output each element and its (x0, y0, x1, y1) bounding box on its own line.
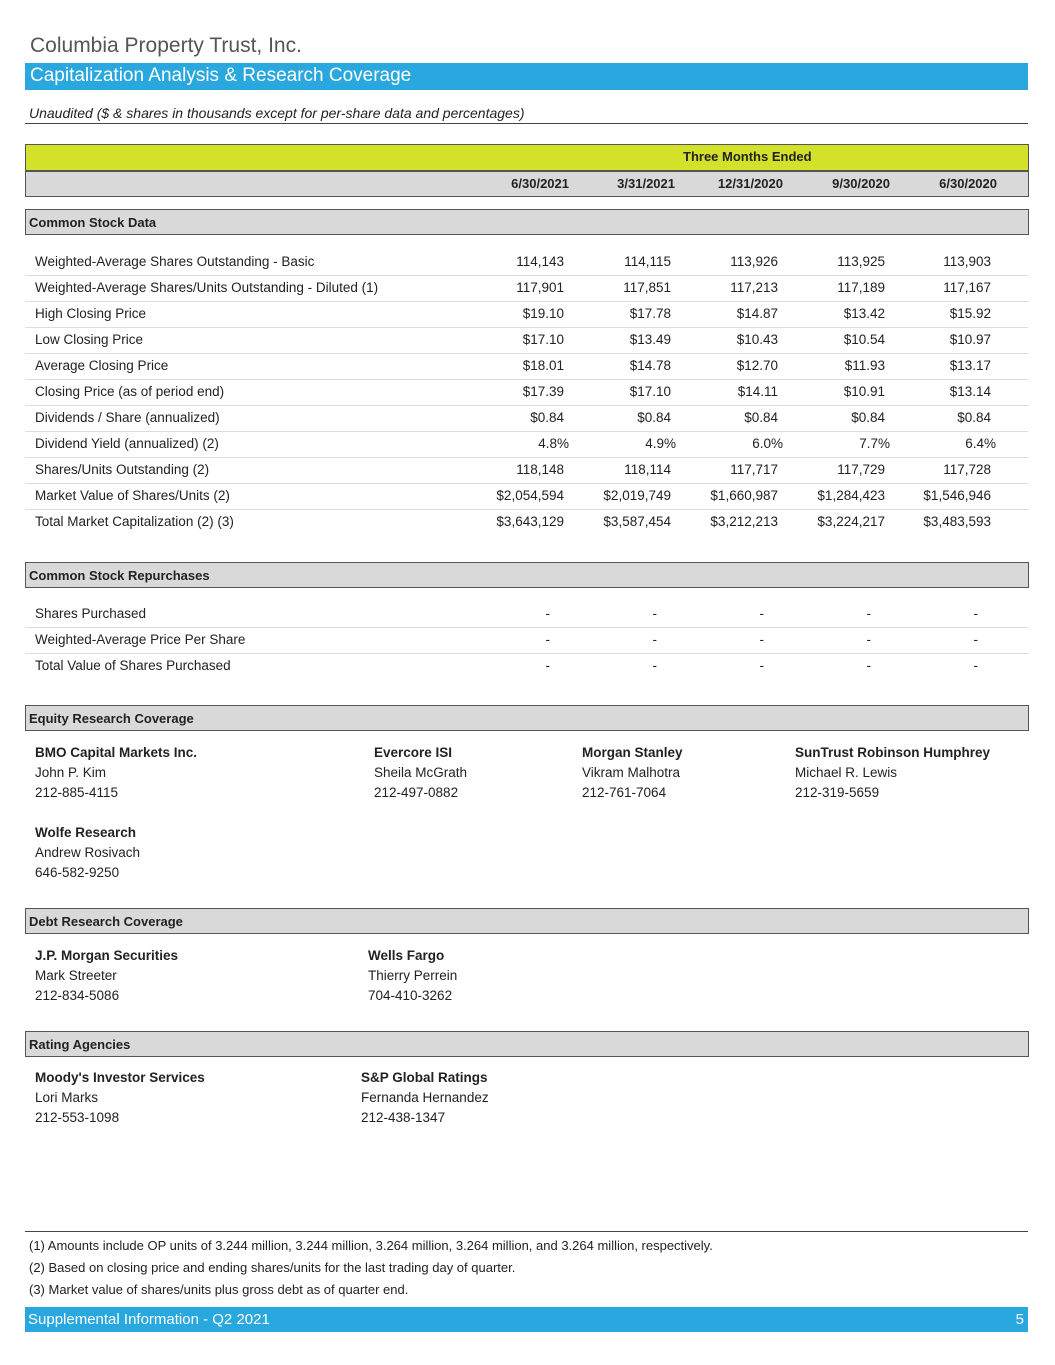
contact-name: Lori Marks (35, 1090, 99, 1105)
row-value: - (545, 632, 550, 647)
row-value: $10.43 (736, 332, 778, 347)
row-value: - (866, 632, 871, 647)
section-title: Common Stock Repurchases (29, 568, 210, 583)
footnote: (1) Amounts include OP units of 3.244 million, 3.244 million, 3.264 million, 3.264 million, and 3.264 million, respectively. (29, 1238, 713, 1253)
row-value: 6.0% (752, 436, 783, 451)
contact-phone: 646-582-9250 (35, 865, 120, 880)
row-value: $3,224,217 (817, 514, 885, 529)
period-band (25, 144, 1029, 171)
contact-name: Sheila McGrath (374, 765, 468, 780)
section-title: Equity Research Coverage (29, 711, 194, 726)
row-value: $0.84 (957, 410, 991, 425)
contact-name: Fernanda Hernandez (361, 1090, 489, 1105)
contact-card (35, 1068, 205, 1128)
table-row (25, 405, 1028, 432)
footnote: (3) Market value of shares/units plus gross debt as of quarter end. (29, 1282, 409, 1297)
page-number: 5 (1015, 1311, 1024, 1328)
table-row (25, 327, 1028, 354)
row-value: $1,546,946 (923, 488, 991, 503)
row-label: High Closing Price (35, 306, 147, 321)
contact-card (35, 823, 140, 883)
contact-firm: Morgan Stanley (582, 745, 683, 760)
row-label: Shares/Units Outstanding (2) (35, 462, 210, 477)
row-value: 117,717 (730, 462, 778, 477)
section-header-repurchases (25, 562, 1029, 588)
row-label: Closing Price (as of period end) (35, 384, 225, 399)
row-label: Weighted-Average Price Per Share (35, 632, 246, 647)
contact-phone: 212-319-5659 (795, 785, 880, 800)
contact-name: Vikram Malhotra (582, 765, 681, 780)
footnote: (2) Based on closing price and ending shares/units for the last trading day of quarter. (29, 1260, 516, 1275)
row-value: 117,167 (943, 280, 991, 295)
row-value: $19.10 (522, 306, 564, 321)
row-value: $1,660,987 (710, 488, 778, 503)
row-value: $10.91 (843, 384, 885, 399)
row-value: - (973, 606, 978, 621)
page-subtitle: Unaudited ($ & shares in thousands except for per-share data and percentages) (29, 105, 525, 121)
table-row (25, 653, 1028, 679)
period-date: 12/31/2020 (717, 176, 783, 191)
row-value: $13.14 (949, 384, 991, 399)
row-value: 117,851 (623, 280, 671, 295)
row-value: $17.10 (522, 332, 564, 347)
row-value: $10.97 (949, 332, 991, 347)
contact-card (361, 1068, 489, 1128)
row-label: Weighted-Average Shares/Units Outstanding - Diluted (1) (35, 280, 379, 295)
period-date: 9/30/2020 (832, 176, 890, 191)
row-value: $0.84 (530, 410, 564, 425)
row-value: 113,926 (730, 254, 778, 269)
page-title: Capitalization Analysis & Research Coverage (30, 65, 412, 86)
period-date: 6/30/2021 (511, 176, 569, 191)
contact-firm: S&P Global Ratings (361, 1070, 488, 1085)
row-value: 117,729 (837, 462, 885, 477)
row-value: 117,213 (730, 280, 778, 295)
section-title: Debt Research Coverage (29, 914, 183, 929)
table-row (25, 379, 1028, 406)
contact-name: Mark Streeter (35, 968, 117, 983)
row-value: $11.93 (844, 358, 885, 373)
table-row (25, 431, 1028, 458)
row-value: $3,212,213 (710, 514, 778, 529)
row-value: $13.17 (949, 358, 991, 373)
contact-card (368, 946, 457, 1006)
subtitle-divider (25, 123, 1028, 124)
row-value: 118,114 (624, 462, 671, 477)
row-value: $18.01 (522, 358, 564, 373)
contact-card (795, 743, 990, 803)
row-value: $17.39 (522, 384, 564, 399)
row-value: 114,143 (516, 254, 564, 269)
row-value: - (866, 658, 871, 673)
table-row (25, 509, 1028, 535)
period-date: 6/30/2020 (939, 176, 997, 191)
row-value: $0.84 (637, 410, 671, 425)
contact-name: Thierry Perrein (368, 968, 458, 983)
contact-phone: 212-553-1098 (35, 1110, 120, 1125)
row-value: $3,643,129 (496, 514, 564, 529)
section-header-common-stock (25, 209, 1029, 235)
row-value: - (652, 606, 657, 621)
row-label: Low Closing Price (35, 332, 144, 347)
row-value: 117,901 (516, 280, 564, 295)
contact-firm: J.P. Morgan Securities (35, 948, 179, 963)
section-header-rating-agencies (25, 1031, 1029, 1057)
row-value: $2,054,594 (496, 488, 564, 503)
table-row (25, 601, 1028, 628)
row-value: $14.87 (736, 306, 778, 321)
row-value: - (759, 606, 764, 621)
table-row (25, 275, 1028, 302)
row-value: 117,728 (943, 462, 991, 477)
contact-phone: 212-761-7064 (582, 785, 667, 800)
row-value: $1,284,423 (817, 488, 885, 503)
row-value: 114,115 (624, 254, 671, 269)
row-value: $17.78 (629, 306, 671, 321)
row-value: $2,019,749 (603, 488, 671, 503)
row-value: 113,925 (837, 254, 885, 269)
row-value: - (973, 658, 978, 673)
contact-firm: Wells Fargo (368, 948, 445, 963)
row-value: - (759, 632, 764, 647)
section-header-equity-research (25, 705, 1029, 731)
row-label: Shares Purchased (35, 606, 147, 621)
contact-firm: Wolfe Research (35, 825, 137, 840)
table-row (25, 353, 1028, 380)
contact-firm: Evercore ISI (374, 745, 453, 760)
row-value: - (545, 606, 550, 621)
row-value: $13.42 (843, 306, 885, 321)
contact-name: Michael R. Lewis (795, 765, 898, 780)
row-label: Dividends / Share (annualized) (35, 410, 220, 425)
row-value: 113,903 (943, 254, 991, 269)
row-value: $14.11 (737, 384, 778, 399)
row-value: $0.84 (744, 410, 778, 425)
section-header-debt-research (25, 908, 1029, 934)
period-date: 3/31/2021 (617, 176, 675, 191)
contact-phone: 704-410-3262 (368, 988, 453, 1003)
section-title: Common Stock Data (29, 215, 157, 230)
row-value: - (759, 658, 764, 673)
contact-phone: 212-834-5086 (35, 988, 120, 1003)
contact-firm: Moody's Investor Services (35, 1070, 205, 1085)
row-value: 4.8% (538, 436, 569, 451)
row-value: $15.92 (949, 306, 991, 321)
row-value: - (973, 632, 978, 647)
table-row (25, 457, 1028, 484)
contact-name: Andrew Rosivach (35, 845, 141, 860)
row-value: $10.54 (843, 332, 885, 347)
contact-firm: BMO Capital Markets Inc. (35, 745, 198, 760)
row-value: $17.10 (629, 384, 671, 399)
table-row (25, 483, 1028, 510)
contact-firm: SunTrust Robinson Humphrey (795, 745, 991, 760)
company-name: Columbia Property Trust, Inc. (30, 34, 302, 57)
row-value: $3,483,593 (923, 514, 991, 529)
row-label: Total Market Capitalization (2) (3) (35, 514, 234, 529)
contact-card (35, 743, 197, 803)
row-value: 7.7% (859, 436, 890, 451)
contact-phone: 212-885-4115 (35, 785, 119, 800)
row-value: $3,587,454 (603, 514, 671, 529)
row-value: 118,148 (516, 462, 564, 477)
footer-label: Supplemental Information - Q2 2021 (28, 1311, 270, 1328)
row-value: $0.84 (851, 410, 885, 425)
row-value: 6.4% (965, 436, 996, 451)
row-label: Weighted-Average Shares Outstanding - Basic (35, 254, 315, 269)
table-row (25, 301, 1028, 328)
row-value: 117,189 (837, 280, 885, 295)
row-value: - (652, 658, 657, 673)
row-value: $14.78 (629, 358, 671, 373)
period-band-label: Three Months Ended (683, 149, 812, 164)
contact-card (35, 946, 178, 1006)
page-title-bar (25, 63, 1028, 90)
row-value: - (652, 632, 657, 647)
row-value: $12.70 (736, 358, 778, 373)
contact-name: John P. Kim (35, 765, 107, 780)
contact-card (582, 743, 683, 803)
table-row (25, 249, 1028, 276)
row-label: Dividend Yield (annualized) (2) (35, 436, 219, 451)
contact-phone: 212-438-1347 (361, 1110, 446, 1125)
table-row (25, 627, 1028, 654)
section-title: Rating Agencies (29, 1037, 131, 1052)
row-value: $13.49 (629, 332, 671, 347)
contact-phone: 212-497-0882 (374, 785, 459, 800)
row-label: Market Value of Shares/Units (2) (35, 488, 230, 503)
row-value: 4.9% (645, 436, 676, 451)
page-footer (25, 1307, 1028, 1332)
row-value: - (545, 658, 550, 673)
contact-card (374, 743, 467, 803)
row-label: Average Closing Price (35, 358, 169, 373)
footnote-divider (25, 1231, 1028, 1232)
row-label: Total Value of Shares Purchased (35, 658, 231, 673)
row-value: - (866, 606, 871, 621)
